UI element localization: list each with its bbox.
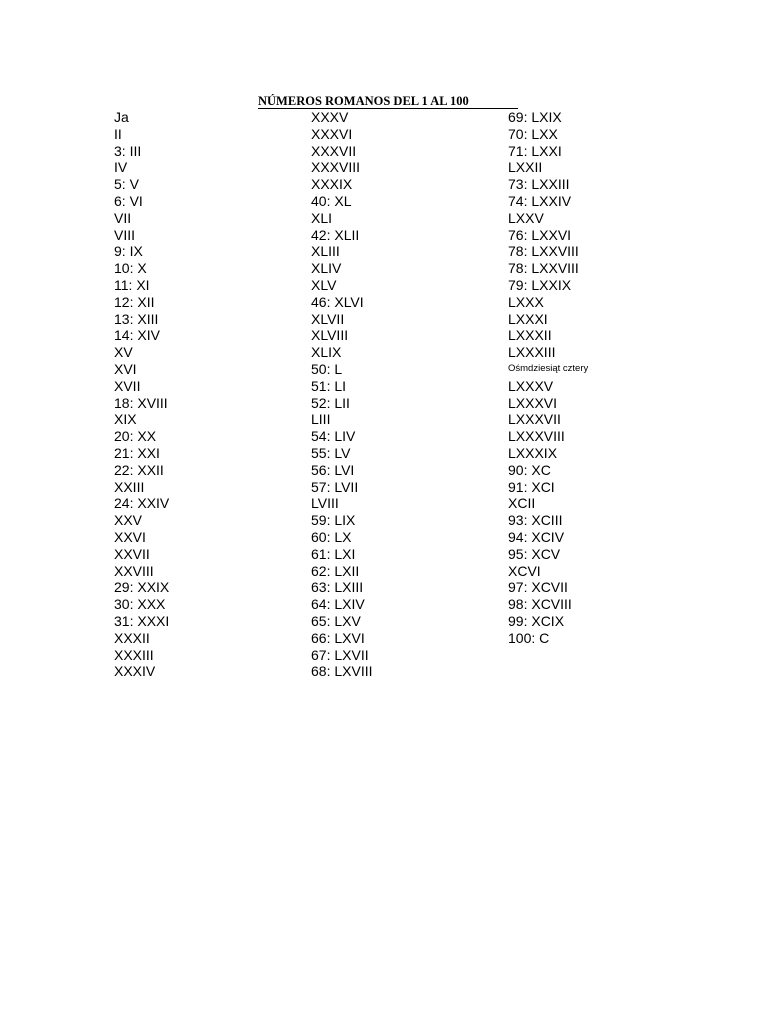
list-item: 78: LXXVIII [508, 243, 579, 260]
list-item: XXXVII [311, 142, 357, 159]
list-item: 66: LXVI [311, 629, 365, 646]
list-item: XXXIV [114, 663, 156, 680]
list-item: LIII [311, 411, 331, 428]
column-2 [311, 109, 501, 680]
list-item: 70: LXX [508, 125, 558, 142]
list-item: LXXXIII [508, 344, 556, 361]
list-item: XV [114, 344, 133, 361]
document-title: NÚMEROS ROMANOS DEL 1 AL 100 [258, 93, 518, 109]
list-item: XLVIII [311, 327, 349, 344]
list-item: XLV [311, 276, 337, 293]
list-item: XLIV [311, 260, 342, 277]
list-item: 10: X [114, 260, 147, 277]
list-item: 60: LX [311, 528, 352, 545]
list-item: LXXXI [508, 310, 548, 327]
list-item: 79: LXXIX [508, 276, 572, 293]
list-item: 12: XII [114, 293, 155, 310]
list-item: XXXVI [311, 125, 353, 142]
list-item: 20: XX [114, 428, 157, 445]
list-item: XXVI [114, 528, 146, 545]
list-item: XIX [114, 411, 137, 428]
list-item: 29: XXIX [114, 579, 170, 596]
list-item: VIII [114, 226, 136, 243]
list-item: XLI [311, 209, 333, 226]
list-item: 65: LXV [311, 612, 361, 629]
list-item: 69: LXIX [508, 109, 562, 125]
list-item: 3: III [114, 142, 142, 159]
list-item: 97: XCVII [508, 579, 568, 596]
list-item: 63: LXIII [311, 579, 364, 596]
list-item: XXVII [114, 545, 150, 562]
column-1 [114, 109, 304, 680]
list-item: 74: LXXIV [508, 192, 572, 209]
list-item: 52: LII [311, 394, 350, 411]
list-item: Ja [114, 109, 129, 125]
list-item: XLIX [311, 344, 342, 361]
list-item: IV [114, 159, 128, 176]
list-item: 100: C [508, 629, 550, 646]
list-item: 18: XVIII [114, 394, 168, 411]
list-item: 73: LXXIII [508, 176, 570, 193]
list-item: 91: XCI [508, 478, 555, 495]
list-item: 61: LXI [311, 545, 356, 562]
list-item: 5: V [114, 176, 139, 193]
list-item: 78: LXXVIII [508, 260, 579, 277]
list-item: 42: XLII [311, 226, 360, 243]
list-item: 56: LVI [311, 461, 355, 478]
list-item: XVI [114, 360, 137, 377]
list-item: XVII [114, 377, 141, 394]
list-item: 90: XC [508, 461, 551, 478]
list-item: 67: LXVII [311, 646, 369, 663]
list-item: XCII [508, 495, 536, 512]
list-item: LXXXIX [508, 444, 558, 461]
list-item: 46: XLVI [311, 293, 364, 310]
list-item: XLVII [311, 310, 345, 327]
list-item: VII [114, 209, 132, 226]
list-item: XXXVIII [311, 159, 361, 176]
list-item: LXXXVIII [508, 428, 565, 445]
list-item: 99: XCIX [508, 612, 565, 629]
list-item: 71: LXXI [508, 142, 562, 159]
list-item: 31: XXXI [114, 612, 170, 629]
list-item: 68: LXVIII [311, 663, 373, 680]
list-item: LXXX [508, 293, 544, 310]
list-item: 62: LXII [311, 562, 360, 579]
list-item: LXXXV [508, 377, 554, 394]
list-item: 55: LV [311, 444, 351, 461]
column-3 [508, 109, 698, 647]
list-item: 59: LIX [311, 512, 356, 529]
list-item: XXXIII [114, 646, 154, 663]
list-item: 11: XI [114, 276, 150, 293]
list-item: XCVI [508, 562, 541, 579]
list-item: LXXXII [508, 327, 552, 344]
list-item: 50: L [311, 360, 343, 377]
list-item: XXIII [114, 478, 145, 495]
list-item: 57: LVII [311, 478, 359, 495]
list-item: LXXII [508, 159, 543, 176]
list-item: 40: XL [311, 192, 352, 209]
list-item: XXXIX [311, 176, 353, 193]
list-item: 9: IX [114, 243, 143, 260]
list-item: XXV [114, 512, 143, 529]
list-item: 13: XIII [114, 310, 159, 327]
list-item: 93: XCIII [508, 512, 563, 529]
list-item: 24: XXIV [114, 495, 170, 512]
list-item: LXXV [508, 209, 544, 226]
list-item: XXVIII [114, 562, 154, 579]
list-item: XXXV [311, 109, 349, 125]
list-item: 95: XCV [508, 545, 561, 562]
list-item: XXXII [114, 629, 150, 646]
list-item: 6: VI [114, 192, 143, 209]
list-item: LXXXVI [508, 394, 558, 411]
list-item: II [114, 125, 122, 142]
list-item: 14: XIV [114, 327, 160, 344]
list-item: 51: LI [311, 377, 347, 394]
list-item: Ośmdziesiąt cztery [508, 362, 589, 374]
list-item: 64: LXIV [311, 596, 365, 613]
list-item: LXXXVII [508, 411, 561, 428]
list-item: 94: XCIV [508, 528, 565, 545]
list-item: 30: XXX [114, 596, 166, 613]
list-item: 54: LIV [311, 428, 356, 445]
list-item: LVIII [311, 495, 339, 512]
list-item: XLIII [311, 243, 340, 260]
list-item: 22: XXII [114, 461, 164, 478]
list-item: 98: XCVIII [508, 596, 572, 613]
list-item: 76: LXXVI [508, 226, 572, 243]
list-item: 21: XXI [114, 444, 160, 461]
